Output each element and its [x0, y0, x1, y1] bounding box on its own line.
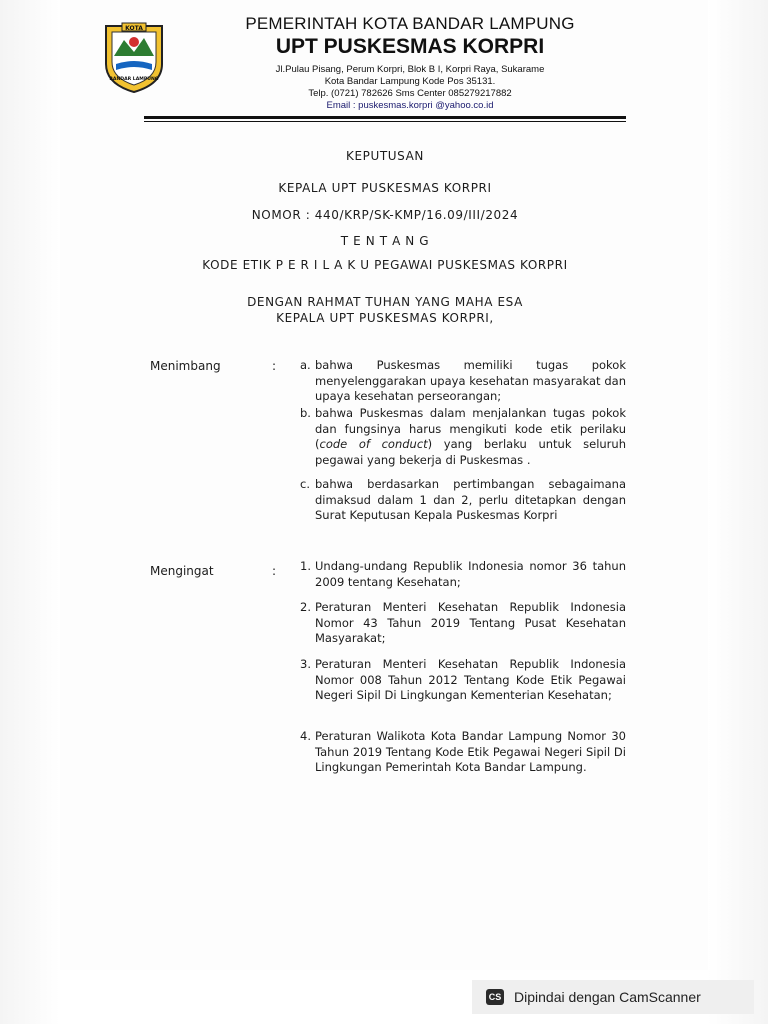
item-text [315, 406, 626, 468]
mengingat-item-4 [300, 729, 626, 776]
email-line: Email : puskesmas.korpri @yahoo.co.id [326, 100, 494, 111]
item-text: Undang-undang Republik Indonesia nomor 36 tahun 2009 tentang Kesehatan; [315, 559, 626, 589]
letterhead-rule-thin [144, 121, 626, 122]
institution-name: UPT PUSKESMAS KORPRI [275, 35, 545, 58]
menimbang-colon: : [272, 359, 277, 373]
menimbang-item-c [300, 477, 626, 524]
item-marker: 2. [300, 600, 311, 614]
about-heading: T E N T A N G [340, 234, 430, 248]
item-marker: 4. [300, 729, 311, 743]
address-line-1: Jl.Pulau Pisang, Perum Korpri, Blok B I, Korpri Raya, Sukarame [275, 64, 545, 75]
address-line-2: Kota Bandar Lampung Kode Pos 35131. [324, 76, 496, 87]
menimbang-label: Menimbang [150, 359, 221, 373]
decree-heading: KEPUTUSAN [345, 149, 424, 163]
item-marker: c. [300, 477, 310, 491]
item-text: bahwa Puskesmas memiliki tugas pokok menyelenggarakan upaya kesehatan masyarakat dan upaya kesehatan perseorangan; [315, 358, 626, 403]
mengingat-label: Mengingat [150, 564, 214, 578]
scan-margin-left [0, 0, 60, 1024]
logo-text-top: KOTA [125, 25, 143, 32]
item-text: Peraturan Walikota Kota Bandar Lampung Nomor 30 Tahun 2019 Tentang Kode Etik Pegawai Negeri Sipil Di Lingkungan Pemerintah Kota Bandar Lampung. [315, 729, 626, 774]
preamble-line-1: DENGAN RAHMAT TUHAN YANG MAHA ESA [247, 295, 523, 309]
item-marker: 3. [300, 657, 311, 671]
menimbang-item-b [300, 406, 626, 468]
item-text: Peraturan Menteri Kesehatan Republik Indonesia Nomor 008 Tahun 2012 Tentang Kode Etik Pegawai Negeri Sipil Di Lingkungan Kementerian Kesehatan; [315, 657, 626, 702]
scan-margin-right [708, 0, 768, 1024]
mengingat-item-3 [300, 657, 626, 704]
item-marker: 1. [300, 559, 311, 573]
item-text-italic: code of conduct [319, 437, 428, 451]
item-marker: a. [300, 358, 311, 372]
city-emblem-logo [100, 20, 168, 94]
item-text: bahwa berdasarkan pertimbangan sebagaimana dimaksud dalam 1 dan 2, perlu ditetapkan dengan Surat Keputusan Kepala Puskesmas Korpri [315, 477, 626, 522]
mengingat-colon: : [272, 564, 277, 578]
letterhead [180, 14, 640, 112]
preamble-line-2: KEPALA UPT PUSKESMAS KORPRI, [276, 311, 494, 325]
item-text-part-1: bahwa Puskesmas dalam menjalankan tugas pokok dan fungsinya harus mengikuti kode etik perilaku ( [315, 406, 626, 451]
decree-number: NOMOR : 440/KRP/SK-KMP/16.09/III/2024 [251, 208, 519, 222]
camscanner-text: Dipindai dengan CamScanner [514, 989, 701, 1005]
phone-line: Telp. (0721) 782626 Sms Center 085279217882 [308, 88, 512, 99]
issuer-title: KEPALA UPT PUSKESMAS KORPRI [278, 181, 492, 195]
mengingat-item-1 [300, 559, 626, 590]
decree-subject: KODE ETIK P E R I L A K U PEGAWAI PUSKESMAS KORPRI [202, 258, 568, 272]
menimbang-item-a [300, 358, 626, 405]
letterhead-rule-thick [144, 116, 626, 119]
item-marker: b. [300, 406, 311, 420]
item-text: Peraturan Menteri Kesehatan Republik Indonesia Nomor 43 Tahun 2019 Tentang Pusat Kesehatan Masyarakat; [315, 600, 626, 645]
camscanner-icon: CS [486, 989, 504, 1005]
mengingat-item-2 [300, 600, 626, 647]
item-text-part-2: ) yang berlaku untuk seluruh pegawai yang bekerja di Puskesmas . [315, 437, 626, 467]
camscanner-watermark [472, 980, 754, 1014]
government-name: PEMERINTAH KOTA BANDAR LAMPUNG [245, 14, 575, 33]
logo-text-bottom: BANDAR LAMPUNG [109, 77, 159, 82]
